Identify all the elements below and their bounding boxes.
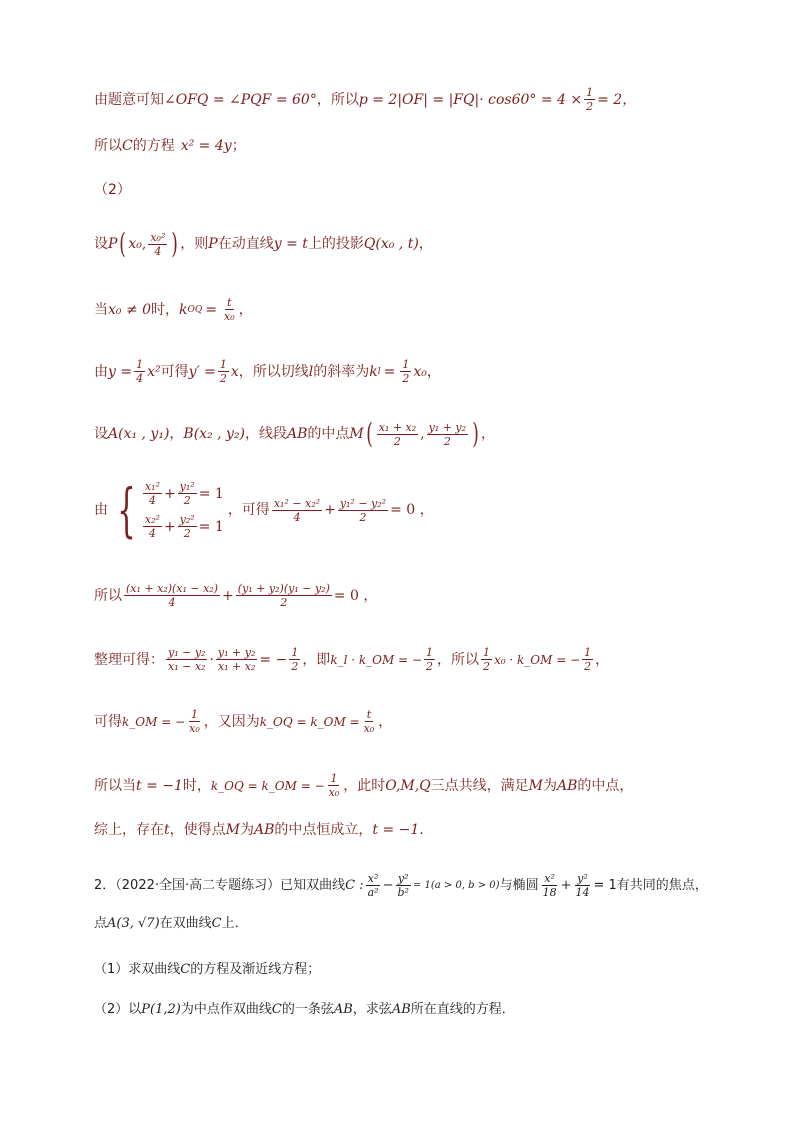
problem-2-part-1: （1）求双曲线 C 的方程及渐近线方程； xyxy=(94,960,320,980)
text: 点 xyxy=(94,916,108,931)
text: ； xyxy=(231,138,246,154)
text: ，即 xyxy=(302,651,331,668)
fraction: $\frac{\text{(y₁ + y₂)(y₁ − y₂)}}{2}$ xyxy=(237,582,330,609)
text: 由 xyxy=(94,502,108,518)
text: ，所以 xyxy=(437,651,479,668)
math: k xyxy=(179,301,188,318)
problem-2-stem: 2．（2022·全国·高二专题练习）已知双曲线 C : $\frac{\text{x²}}{\text{a²}}$ − $\frac{\text{y²}}{\text{b²}}$ = 1(a > 0, b > 0) 与椭圆 $\frac{\text{x²}}{18}$ + $\frac{\text{y²}}{14}$ = 1有共同的焦点， xyxy=(94,872,708,899)
text: 为 xyxy=(239,822,254,838)
text: 三点共线，满足 xyxy=(430,777,529,794)
text: ，又因为 xyxy=(203,713,260,730)
text: 在双曲线 xyxy=(159,916,212,931)
fraction: $\frac{1}{2}$ xyxy=(402,358,410,385)
text: = 1有共同的焦点， xyxy=(593,877,708,893)
problem-2-part-2: （2）以 P(1,2) 为中点作双曲线 C 的一条弦 AB ，求弦 AB 所在直线的方程． xyxy=(94,1000,515,1020)
part-label xyxy=(94,180,131,200)
text: ， xyxy=(595,651,610,668)
text: 所以 xyxy=(94,138,122,154)
text: 上的投影 xyxy=(307,236,364,252)
fraction: $\frac{\text{x₁² − x₂²}}{4}$ xyxy=(273,496,321,524)
fraction: $\frac{\text{y²}}{14}$ xyxy=(575,872,590,899)
text: 的中点， xyxy=(577,777,634,794)
text: 的中点 xyxy=(307,426,350,442)
fraction: $\frac{\text{x²}}{18}$ xyxy=(542,872,557,899)
text: ，此时 xyxy=(343,777,386,794)
text: 所以 xyxy=(94,587,122,604)
math: P xyxy=(108,236,118,252)
text: （2）以 xyxy=(94,1002,142,1017)
text: 综上，存在 xyxy=(94,822,164,838)
text: ，使得点 xyxy=(169,822,226,838)
equation-system: $\frac{\text{x₁²}}{4}$ + $\frac{\text{y₁²}}{2}$ = 1 $\frac{\text{x₂²}}{4}$ + $\frac{\text{y₂²}}{2}$ = 1 xyxy=(144,480,224,540)
text: 设 xyxy=(94,236,108,252)
math: x₀ ≠ 0 xyxy=(108,301,152,318)
math: C xyxy=(122,138,133,154)
text: 可得 xyxy=(160,363,189,380)
problem-2-stem-cont: 点 A(3, √7) 在双曲线 C 上． xyxy=(94,914,248,934)
solution-line-8: 由 { $\frac{\text{x₁²}}{4}$ + $\frac{\text{y₁²}}{2}$ = 1 $\frac{\text{x₂²}}{4}$ + $\frac{\text{y₂²}}{2}$ = 1 ，可得 $\frac{\text{x₁² − x₂²}}{4}$ + $\frac{\text{y₁² − y₂²}}{2}$ = 0 ， xyxy=(94,476,434,544)
text: 由题意可知 xyxy=(94,91,164,108)
fraction: $\frac{1}{4}$ xyxy=(136,358,144,385)
text: 由 xyxy=(94,363,108,380)
fraction: $\frac{t}{\text{x₀}}$ xyxy=(224,296,235,323)
math: x₀ xyxy=(128,236,142,252)
math: P xyxy=(208,236,218,252)
text: 上． xyxy=(221,916,248,931)
solution-line-4: 设 P ( x₀ , $\frac{\text{x₀²}}{4}$ ) ，则 P 在动直线 y = t 上的投影 Q(x₀ , t) ， xyxy=(94,227,433,260)
fraction: $\frac{\text{x₀²}}{4}$ xyxy=(150,230,166,258)
fraction: $\frac{\text{y²}}{\text{b²}}$ xyxy=(397,872,409,899)
solution-conclusion: 综上，存在 t ，使得点 M 为 AB 的中点恒成立， t = −1. xyxy=(94,822,424,838)
text: 整理可得： xyxy=(94,651,164,668)
text: 可得 xyxy=(94,713,122,730)
solution-line-11: 可得 k_OM = − $\frac{1}{\text{x₀}}$ ，又因为 k_OQ = k_OM = $\frac{t}{\text{x₀}}$ ， xyxy=(94,708,393,735)
fraction: $\frac{1}{2}$ xyxy=(584,646,592,673)
text: （1）求双曲线 xyxy=(94,962,181,977)
math: x² = 4y xyxy=(180,138,232,154)
fraction: $\frac{\text{x²}}{\text{a²}}$ xyxy=(367,872,379,899)
math: y = t xyxy=(273,236,308,252)
solution-line-1 xyxy=(94,86,636,113)
text: 所以当 xyxy=(94,777,136,794)
math: ∠OFQ = ∠PQF = 60° xyxy=(164,91,317,108)
solution-line-9: 所以 $\frac{\text{(x₁ + x₂)(x₁ − x₂)}}{4}$ + $\frac{\text{(y₁ + y₂)(y₁ − y₂)}}{2}$ = 0 ， xyxy=(94,582,378,609)
text: 的斜率为 xyxy=(313,363,370,380)
text: 时， xyxy=(151,301,180,318)
math: = 2， xyxy=(597,91,637,108)
text: 为中点作双曲线 xyxy=(180,1002,272,1017)
fraction: $\frac{\text{y₁² − y₂²}}{2}$ xyxy=(339,496,387,524)
fraction: $\frac{1}{\text{x₀}}$ xyxy=(328,772,340,799)
solution-line-10: 整理可得： $\frac{\text{y₁ − y₂}}{\text{x₁ − x₂}}$ · $\frac{\text{y₁ + y₂}}{\text{x₁ + x₂}}$ = − $\frac{1}{2}$ ，即 k_l · k_OM = − $\frac{1}{2}$ ，所以 $\frac{1}{2}$ x₀ · k_OM = − $\frac{1}{2}$ ， xyxy=(94,646,610,673)
text: 时， xyxy=(182,777,211,794)
solution-line-12: 所以当 t = −1 时， k_OQ = k_OM = − $\frac{1}{\text{x₀}}$ ，此时 O,M,Q 三点共线，满足 M 为 AB 的中点， xyxy=(94,772,634,799)
text: ，则 xyxy=(180,236,209,252)
fraction: $\frac{\text{y₁ − y₂}}{\text{x₁ − x₂}}$ xyxy=(168,646,206,673)
fraction: $\frac{\text{y₁ + y₂}}{\text{x₁ + x₂}}$ xyxy=(217,646,256,673)
text: 与椭圆 xyxy=(499,877,539,893)
fraction: $\frac{\text{y₁ + y₂}}{2}$ xyxy=(428,420,467,448)
solution-line-5: 当 x₀ ≠ 0 时， k OQ = $\frac{t}{\text{x₀}}$ ， xyxy=(94,296,253,323)
text: ，求弦 xyxy=(352,1002,392,1017)
text: ， xyxy=(238,301,253,318)
text: ， xyxy=(378,713,393,730)
text: 为 xyxy=(543,777,558,794)
text: 2．（2022·全国·高二专题练习）已知双曲线 xyxy=(94,877,346,893)
text: 的中点恒成立， xyxy=(274,822,373,838)
fraction: $\frac{\text{(x₁ + x₂)(x₁ − x₂)}}{4}$ xyxy=(126,582,219,609)
text: ，线段 xyxy=(245,426,288,442)
solution-line-6: 由 y = $\frac{1}{4}$ x² 可得 y′ = $\frac{1}{2}$ x ，所以切线 l 的斜率为 k l = $\frac{1}{2}$ x₀ ， xyxy=(94,358,441,385)
text: ，可得 xyxy=(227,502,270,518)
text: ，所以 xyxy=(316,91,359,108)
fraction: $\frac{1}{2}$ xyxy=(219,358,227,385)
text: 的方程 xyxy=(132,138,175,154)
fraction: $\frac{1}{2}$ xyxy=(426,646,433,673)
fraction: $\frac{1}{\text{x₀}}$ xyxy=(189,708,200,735)
text: 的方程及渐近线方程； xyxy=(190,962,321,977)
fraction: $\frac{1}{2}$ xyxy=(586,86,594,113)
fraction: $\frac{1}{2}$ xyxy=(291,646,299,673)
fraction: $\frac{1}{2}$ xyxy=(483,646,490,673)
text: 当 xyxy=(94,301,108,318)
text: ， xyxy=(418,236,433,252)
fraction: $\frac{\text{x₁ + x₂}}{2}$ xyxy=(378,420,417,448)
solution-line-7: 设 A(x₁ , y₁) ， B(x₂ , y₂) ，线段 AB 的中点 M ( $\frac{\text{x₁ + x₂}}{2}$ , $\frac{\text{y₁ + y₂}}{2}$ ) ， xyxy=(94,417,495,450)
math: Q(x₀ , t) xyxy=(363,236,419,252)
text: ， xyxy=(426,363,441,380)
text: ， xyxy=(481,426,495,442)
fraction: $\frac{t}{\text{x₀}}$ xyxy=(363,708,375,735)
text: 所在直线的方程． xyxy=(410,1002,515,1017)
solution-line-2 xyxy=(94,136,246,156)
math: p = 2|OF| = |FQ|· cos60° = 4 × xyxy=(358,91,583,108)
text: ，所以切线 xyxy=(238,363,309,380)
text: 的一条弦 xyxy=(281,1002,334,1017)
text: 在动直线 xyxy=(217,236,274,252)
text: 设 xyxy=(94,426,108,442)
text: （2） xyxy=(94,182,131,198)
